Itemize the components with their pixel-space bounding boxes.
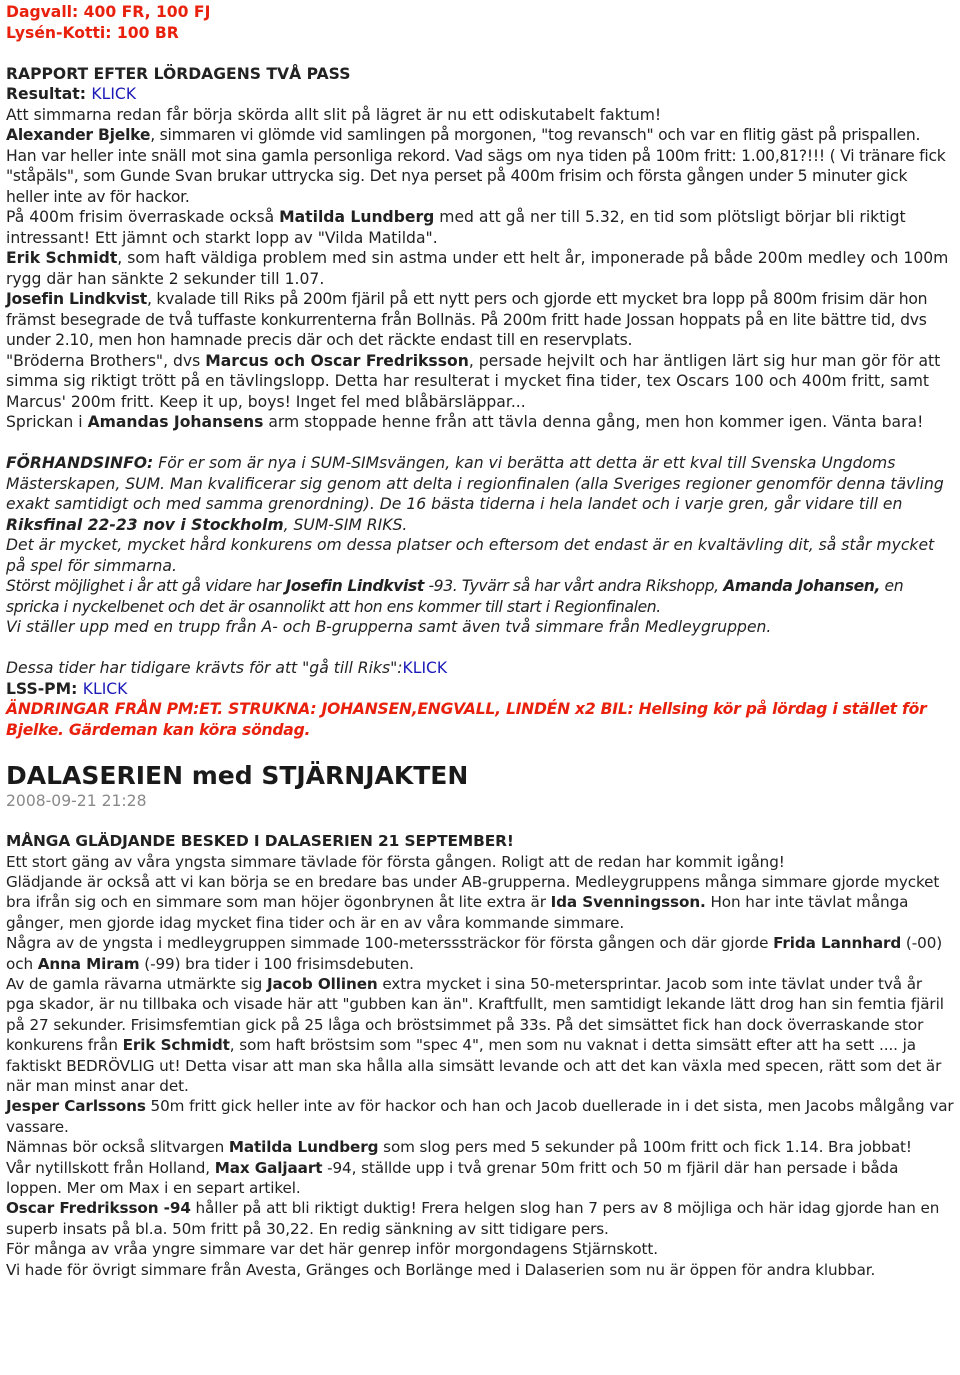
post-date: 2008-09-21 21:28	[6, 791, 147, 810]
post-s4	[6, 974, 954, 1096]
preinfo-label: FÖRHANDSINFO:	[6, 454, 154, 472]
name-josefin-lindkvist-2: Josefin Lindkvist	[285, 577, 424, 595]
report-p2-text: , simmaren vi glömde vid samlingen på morgonen, "tog revansch" och var en flitig gäst på prispallen. Han var heller inte snäll mot sina gamla personliga rekord. Vad sägs om nya tiden på 100m fritt: 1.00,81?!!! ( Vi tränare fick "ståpäls", som Gunde Svan brukar uttrycka sig. Det nya perset på 400m frisim och första gången under 5 minuter gick heller inte av för hackor.	[6, 126, 946, 206]
result-line	[6, 84, 954, 105]
spacer	[6, 433, 954, 454]
post-s3-a: Några av de yngsta i medleygruppen simmade 100-metersssträckor för första gången och där gjorde	[6, 934, 774, 953]
spacer	[6, 811, 954, 832]
post-s8-a: håller på att bli riktigt duktig! Frera helgen slog han 7 pers av 8 möjliga och här idag gjorde han en superb insats på bl.a. 50m fritt på 30,22. En redig sänkning av sitt tidigare pers.	[6, 1199, 940, 1238]
name-max-galjaart: Max Galjaart	[214, 1158, 323, 1177]
post-s1: Ett stort gäng av våra yngsta simmare tävlade för första gången. Roligt att de redan har kommit igång!	[6, 852, 785, 871]
report-p7-b: arm stoppade henne från att tävla denna gång, men hon kommer igen. Vänta bara!	[263, 413, 924, 431]
post-s3-b: (-00) och	[6, 934, 943, 973]
riksfinal: Riksfinal 22-23 nov i Stockholm	[6, 515, 284, 534]
name-amanda-johansen: Amanda Johansen,	[723, 577, 880, 595]
name-fredriksson-brothers: Marcus och Oscar Fredriksson	[205, 351, 469, 370]
post-s4-a: Av de gamla rävarna utmärkte sig	[6, 974, 267, 993]
report-p3	[6, 207, 954, 248]
riks-text: Dessa tider har tidigare krävts för att "gå till Riks":	[6, 659, 403, 677]
name-josefin-lindkvist: Josefin Lindkvist	[6, 290, 147, 308]
preinfo-p3-c: en spricka i nyckelbenet och det är osannolikt att hon ens kommer till start i Regionfinalen.	[6, 577, 904, 616]
post-s2-a: Glädjande är också att vi kan börja se en bredare bas under AB-grupperna. Medleygruppens många simmare gjorde mycket bra ifrån sig och en simmare som man höjer ögonbrynen åt lite extra är	[6, 872, 940, 912]
riks-line	[6, 658, 954, 679]
preinfo-p3-b: -93. Tyvärr så har vårt andra Rikshopp,	[423, 577, 724, 595]
name-ida-svenningsson: Ida Svenningsson.	[550, 893, 706, 912]
preinfo-b: , SUM-SIM RIKS.	[283, 515, 408, 534]
report-p6-a: "Bröderna Brothers", dvs	[6, 351, 206, 370]
name-erik-schmidt: Erik Schmidt	[6, 249, 118, 267]
result-link[interactable]: KLICK	[91, 85, 137, 103]
report-p7-a: Sprickan i	[6, 413, 88, 431]
name-alexander-bjelke: Alexander Bjelke	[6, 126, 151, 144]
name-amandas-johansens: Amandas Johansens	[87, 413, 264, 431]
lss-link[interactable]: KLICK	[82, 679, 128, 698]
post-s5	[6, 1096, 954, 1137]
preinfo-a: För er som är nya i SUM-SIMsvängen, kan vi berätta att detta är ett kval till Svenska Ungdoms Mästerskapen, SUM. Man kvalificerar sig genom att delta i regionfinalen (alla Sveriges regioner genomför denna tävling exakt samtidigt och med samma grenordning). De 16 bästa tiderna i hela landet och i varje gren, går vidare till en	[6, 454, 944, 513]
header-line-2: Lysén-Kotti: 100 BR	[6, 23, 179, 42]
changes-notice: ÄNDRINGAR FRÅN PM:ET. STRUKNA: JOHANSEN,ENGVALL, LINDÉN x2 BIL: Hellsing kör på lördag i stället för Bjelke. Gärdeman kan köra söndag.	[6, 700, 927, 739]
post-s8	[6, 1198, 954, 1239]
report-p3-a: På 400m frisim överraskade också	[6, 208, 280, 226]
report-p5-text: , kvalade till Riks på 200m fjäril på ett nytt pers och gjorde ett mycket bra lopp på 800m frisim där hon främst besegrade de två tuffaste konkurrenterna från Bollnäs. På 200m fritt hade Jossan hoppats på en lite bättre tid, dvs under 2.10, men hon hamnade precis där och det räckte endast till en reservplats.	[6, 290, 928, 349]
post-s6-b: som slog pers med 5 sekunder på 100m fritt och fick 1.14. Bra jobbat!	[378, 1138, 912, 1157]
name-erik-schmidt-2: Erik Schmidt	[122, 1036, 230, 1055]
report-p2	[6, 125, 954, 207]
post-s7-b: -94, ställde upp i två grenar 50m fritt och 50 m fjäril där han persade i båda loppen. Mer om Max i en separt artikel.	[6, 1158, 899, 1197]
result-label: Resultat:	[6, 85, 92, 103]
spacer	[6, 740, 954, 761]
report-p3-b: med att gå ner till 5.32, en tid som plötsligt börjar bli riktigt intressant! Ett jämnt och starkt lopp av "Vilda Matilda".	[6, 208, 906, 247]
lss-line	[6, 679, 954, 700]
preinfo-p3	[6, 576, 954, 617]
post-s4-b: extra mycket i sina 50-metersprintar. Jacob som inte tävlat under två år pga skador, är nu tillbaka och visade här att "gubben kan än". Kraftfullt, men samtidigt lekande lätt drog han sin femtia fjäril på 27 sekunder. Frisimsfemtian gick på 25 låga och bröstsimmet på 33s. På det simsättet fick han dock överraskande stor konkurens från	[6, 974, 944, 1055]
name-matilda-lundberg: Matilda Lundberg	[279, 208, 435, 226]
report-p6-b: , persade hejvilt och har äntligen lärt sig hur man gör för att simma sig riktigt trött på en tävlingslopp. Detta har resulterat i mycket fina tider, tex Oscars 100 och 400m fritt, samt Marcus' 200m fritt. Keep it up, boys! Inget fel med blåbärsläppar...	[6, 351, 941, 411]
name-frida-lannhard: Frida Lannhard	[773, 934, 902, 953]
post-s2-b: Hon har inte tävlat många gånger, men gjorde idag mycket fina tider och är en av våra kommande simmare.	[6, 893, 909, 932]
post-s10: Vi hade för övrigt simmare från Avesta, Gränges och Borlänge med i Dalaserien som nu är öppen för andra klubbar.	[6, 1260, 876, 1279]
post-s2	[6, 872, 954, 933]
name-anna-miram: Anna Miram	[37, 954, 140, 973]
post-s5-a: 50m fritt gick heller inte av för hackor och han och Jacob duellerade in i det sista, men Jacobs målgång var vassare.	[6, 1097, 954, 1136]
name-oscar-fredriksson: Oscar Fredriksson -94	[6, 1199, 191, 1218]
post-s6-a: Nämnas bör också slitvargen	[6, 1138, 229, 1157]
post-heading: MÅNGA GLÄDJANDE BESKED I DALASERIEN 21 SEPTEMBER!	[6, 832, 514, 850]
post-body	[6, 831, 954, 1280]
name-jesper-carlssons: Jesper Carlssons	[6, 1097, 146, 1116]
post-s6	[6, 1137, 954, 1157]
post-s7	[6, 1158, 954, 1199]
name-matilda-lundberg-2: Matilda Lundberg	[228, 1138, 379, 1157]
report-p4	[6, 248, 954, 289]
report-p5	[6, 289, 954, 351]
preinfo-p4: Vi ställer upp med en trupp från A- och B-grupperna samt även två simmare från Medleygruppen.	[6, 618, 772, 636]
spacer	[6, 638, 954, 659]
lss-label: LSS-PM:	[6, 679, 83, 698]
name-jacob-ollinen: Jacob Ollinen	[266, 974, 378, 993]
spacer	[6, 43, 954, 64]
preinfo-p1	[6, 453, 954, 535]
report-title: RAPPORT EFTER LÖRDAGENS TVÅ PASS	[6, 64, 351, 83]
preinfo-p2: Det är mycket, mycket hård konkurens om dessa platser och eftersom det endast är en kvaltävling dit, så står mycket på spel för simmarna.	[6, 536, 935, 575]
post-title[interactable]: DALASERIEN med STJÄRNJAKTEN	[6, 760, 469, 790]
post-s3-c: (-99) bra tider i 100 frisimsdebuten.	[139, 954, 414, 973]
riks-link[interactable]: KLICK	[402, 659, 448, 677]
post-s3	[6, 933, 954, 974]
post-s7-a: Vår nytillskott från Holland,	[6, 1158, 215, 1177]
report-p1: Att simmarna redan får börja skörda allt slit på lägret är nu ett odiskutabelt faktum!	[6, 105, 662, 124]
report-p7	[6, 412, 954, 433]
header-line-1: Dagvall: 400 FR, 100 FJ	[6, 3, 211, 21]
report-p4-text: , som haft väldiga problem med sin astma under ett helt år, imponerade på både 200m medley och 100m rygg där han sänkte 2 sekunder till 1.07.	[6, 249, 949, 288]
report-p6	[6, 351, 954, 413]
post-s4-c: , som haft bröstsim som "spec 4", men som nu vaknat i detta simsätt efter att ha sett .... ja faktiskt BEDRÖVLIG ut! Detta visar att man ska hålla alla simsätt levande och att det kan växla med specen, rätt som det är när man minst anar det.	[6, 1036, 942, 1095]
post-s9: För många av vråa yngre simmare var det här genrep inför morgondagens Stjärnskott.	[6, 1240, 658, 1259]
preinfo-p3-a: Störst möjlighet i år att gå vidare har	[6, 577, 286, 595]
